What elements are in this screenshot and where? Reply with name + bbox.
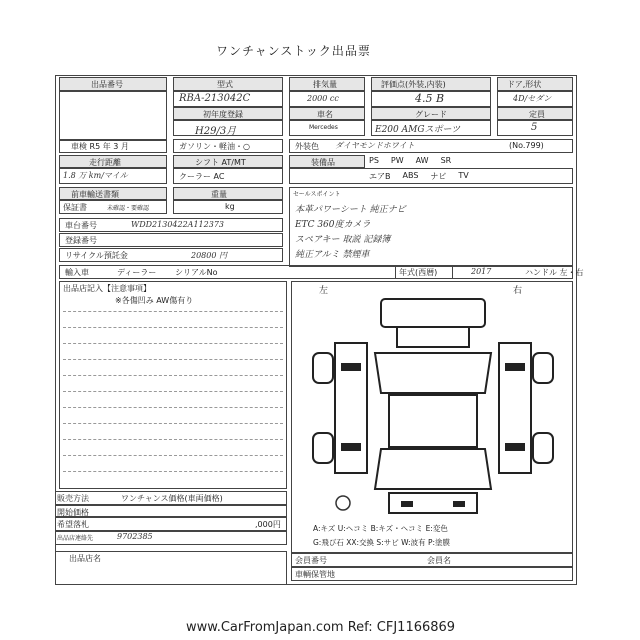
equip-item: SR bbox=[440, 156, 452, 165]
sheet-title: ワンチャンストック出品票 bbox=[216, 44, 371, 58]
hope-price-row bbox=[55, 517, 287, 531]
docs-label: 前車輸送書類 bbox=[71, 190, 119, 199]
inspection-value: 車検 R5 年 3 月 bbox=[71, 142, 129, 151]
serial-label: シリアルNo bbox=[175, 268, 218, 277]
equip-item: TV bbox=[458, 171, 469, 180]
model-label: 型式 bbox=[217, 80, 233, 89]
equip-label: 装備品 bbox=[311, 158, 335, 167]
phone-label: 出品店連絡先 bbox=[57, 535, 94, 542]
grade-label: グレード bbox=[415, 110, 447, 119]
fuel-value: ガソリン・軽油・○ bbox=[179, 142, 250, 151]
door-value: 4D/セダン bbox=[513, 94, 552, 103]
weight-unit: kg bbox=[225, 202, 235, 211]
equip-item: PW bbox=[390, 156, 404, 165]
legend-line-1: A:キズ U:ヘコミ B:キズ・ヘコミ E:変色 bbox=[313, 524, 448, 533]
sales-point-line-4: 純正アルミ 禁煙車 bbox=[295, 250, 370, 260]
score-value: 4.5 B bbox=[415, 92, 445, 105]
vin-label: 車台番号 bbox=[65, 221, 97, 230]
dealer-label: ディーラー bbox=[117, 268, 157, 277]
displacement-label: 排気量 bbox=[313, 80, 337, 89]
phone-value: 9702385 bbox=[117, 532, 153, 541]
sales-point-label: セールスポイント bbox=[293, 191, 341, 198]
lot-number-label: 出品番号 bbox=[91, 80, 123, 89]
mileage-label: 走行距離 bbox=[89, 158, 121, 167]
diagram-right-label: 右 bbox=[513, 286, 523, 296]
first-reg-value: H29/3月 bbox=[195, 126, 237, 137]
diagram-circle-mark bbox=[333, 493, 353, 513]
reg-label: 登録番号 bbox=[65, 236, 97, 245]
storage-label: 車輌保管地 bbox=[295, 570, 335, 579]
weight-label-cell bbox=[173, 187, 283, 200]
notes-box bbox=[59, 281, 287, 489]
equip-item: エアB bbox=[369, 172, 391, 181]
store-name-label: 出品店名 bbox=[69, 554, 101, 563]
car-outline-diagram bbox=[305, 293, 561, 515]
color-value: ダイヤモンドホワイト bbox=[335, 141, 415, 150]
auction-sheet bbox=[55, 75, 584, 585]
diagram-left-label: 左 bbox=[319, 286, 329, 296]
capacity-label: 定員 bbox=[529, 110, 545, 119]
equip-item: AW bbox=[415, 156, 429, 165]
hope-price-label: 希望落札 bbox=[57, 520, 89, 529]
mileage-value: 1.8 万 km/マイル bbox=[63, 171, 128, 180]
year-label: 年式(西暦) bbox=[399, 268, 438, 277]
sales-point-line-3: スペアキー 取説 記録簿 bbox=[295, 235, 391, 245]
equip-items-top bbox=[369, 156, 569, 165]
vin-value: WDD2130422A112373 bbox=[131, 220, 224, 229]
sales-point-line-2: ETC 360度カメラ bbox=[295, 220, 371, 230]
color-label: 外装色 bbox=[295, 142, 319, 151]
notes-label: 出品店記入【注意事項】 bbox=[63, 284, 151, 293]
sales-point-line-1: 本革パワーシート 純正ナビ bbox=[295, 205, 406, 215]
color-number: (No.799) bbox=[509, 141, 544, 150]
score-label: 評価点(外装,内装) bbox=[381, 80, 446, 89]
year-value: 2017 bbox=[471, 267, 492, 276]
equip-items-bottom bbox=[369, 171, 569, 182]
equip-item: PS bbox=[369, 156, 379, 165]
import-label: 輸入車 bbox=[65, 268, 89, 277]
shift-label: シフト AT/MT bbox=[195, 158, 246, 167]
notes-text: ※各傷凹み AW傷有り bbox=[115, 296, 194, 305]
member-number-label: 会員番号 bbox=[295, 556, 327, 565]
capacity-value: 5 bbox=[531, 122, 538, 133]
lot-number-cell bbox=[59, 91, 167, 141]
start-price-label: 開始価格 bbox=[57, 508, 89, 517]
door-label: ドア,形状 bbox=[507, 80, 542, 89]
start-price-row bbox=[55, 505, 287, 517]
first-reg-label: 初年度登録 bbox=[203, 110, 243, 119]
member-name-label: 会員名 bbox=[427, 556, 451, 565]
car-name-value: Mercedes bbox=[309, 124, 338, 131]
watermark-text: www.CarFromJapan.com Ref: CFJ1166869 bbox=[186, 620, 456, 635]
recycle-fee-label: リサイクル預託金 bbox=[65, 251, 128, 260]
warranty-label: 保証書 bbox=[63, 203, 87, 212]
sale-method-label: 販売方法 bbox=[57, 494, 89, 503]
warranty-note: 未確認・要確認 bbox=[107, 205, 150, 212]
sale-method-value: ワンチャンス価格(車両価格) bbox=[121, 494, 223, 503]
handle-value: ハンドル 左・右 bbox=[525, 268, 584, 277]
equip-item: ナビ bbox=[430, 172, 447, 181]
grade-value: E200 AMGスポーツ bbox=[375, 125, 461, 135]
ac-value: クーラー AC bbox=[179, 172, 225, 181]
equip-item: ABS bbox=[402, 171, 419, 180]
legend-line-2: G:飛び石 XX:交換 S:サビ W:波有 P:塗膜 bbox=[313, 538, 451, 547]
hope-price-unit: ,000円 bbox=[255, 520, 281, 529]
recycle-fee-value: 20800 円 bbox=[191, 251, 227, 260]
displacement-value: 2000 cc bbox=[307, 94, 339, 103]
weight-label: 重量 bbox=[211, 190, 227, 199]
model-code: RBA-213042C bbox=[179, 93, 251, 104]
car-name-label: 車名 bbox=[317, 110, 333, 119]
